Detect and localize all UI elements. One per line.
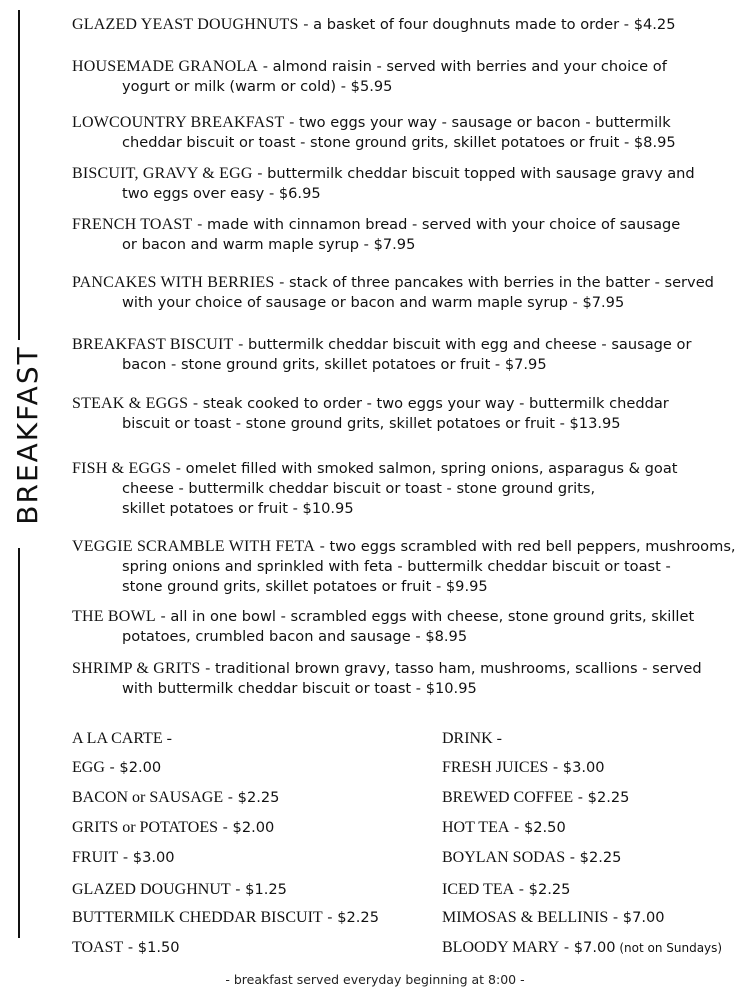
- menu-item-description-continued: or bacon and warm maple syrup - $7.95: [122, 236, 416, 253]
- drink-row: [442, 938, 722, 957]
- menu-item-description-continued: with buttermilk cheddar biscuit or toast - $10.95: [122, 680, 477, 697]
- item-price: - $2.25: [322, 909, 379, 926]
- menu-item-name: STEAK & EGGS: [72, 395, 189, 412]
- menu-item-line: [72, 537, 736, 555]
- menu-item-line: [72, 215, 680, 233]
- menu-item: [72, 163, 748, 204]
- item-name: HOT TEA: [442, 819, 510, 836]
- item-price: - $2.25: [565, 849, 622, 866]
- menu-item-name: BREAKFAST BISCUIT: [72, 336, 234, 353]
- drink-row: [442, 848, 621, 867]
- menu-item-description-continued: yogurt or milk (warm or cold) - $5.95: [122, 78, 393, 95]
- menu-item-description: - all in one bowl - scrambled eggs with cheese, stone ground grits, skillet: [155, 608, 695, 625]
- item-name: EGG: [72, 759, 105, 776]
- item-name: FRESH JUICES: [442, 759, 549, 776]
- a-la-carte-row: [72, 758, 161, 777]
- menu-item-name: GLAZED YEAST DOUGHNUTS: [72, 16, 299, 33]
- item-name: TOAST: [72, 939, 124, 956]
- menu-item-name: SHRIMP & GRITS: [72, 660, 201, 677]
- item-price: - $2.25: [573, 789, 630, 806]
- menu-item-line: [72, 57, 667, 75]
- drink-row: [442, 880, 570, 899]
- item-price: - $2.00: [218, 819, 275, 836]
- drink-row: [442, 908, 665, 927]
- item-price: - $2.50: [509, 819, 566, 836]
- item-name: BLOODY MARY: [442, 939, 560, 956]
- menu-item: [72, 334, 748, 375]
- menu-item: [72, 56, 748, 97]
- menu-item-name: PANCAKES WITH BERRIES: [72, 274, 275, 291]
- menu-item-description-continued: spring onions and sprinkled with feta - buttermilk cheddar biscuit or toast -: [122, 558, 671, 575]
- menu-item-line: [72, 335, 691, 353]
- menu-item-line: [72, 607, 694, 625]
- menu-item: [72, 393, 748, 434]
- menu-item-description: - two eggs scrambled with red bell peppers, mushrooms,: [314, 538, 736, 555]
- menu-item-description-continued: cheese - buttermilk cheddar biscuit or toast - stone ground grits,: [122, 480, 596, 497]
- item-note: (not on Sundays): [615, 941, 723, 955]
- menu-item-description: - traditional brown gravy, tasso ham, mushrooms, scallions - served: [200, 660, 702, 677]
- menu-item-line: [72, 164, 695, 182]
- menu-item-name: BISCUIT, GRAVY & EGG: [72, 165, 253, 182]
- item-price: - $1.25: [230, 881, 287, 898]
- menu-item-name: VEGGIE SCRAMBLE WITH FETA: [72, 538, 315, 555]
- menu-item-line: [72, 659, 702, 677]
- menu-item-description: - stack of three pancakes with berries in the batter - served: [274, 274, 714, 291]
- item-price: - $7.00: [608, 909, 665, 926]
- menu-item-name: THE BOWL: [72, 608, 156, 625]
- side-divider-bottom: [18, 548, 20, 938]
- menu-item-description: - steak cooked to order - two eggs your way - buttermilk cheddar: [188, 395, 669, 412]
- item-price: - $7.00: [559, 939, 616, 956]
- menu-item-line: [72, 113, 671, 131]
- side-divider-top: [18, 10, 20, 340]
- item-name: BUTTERMILK CHEDDAR BISCUIT: [72, 909, 323, 926]
- menu-item-description: - made with cinnamon bread - served with your choice of sausage: [192, 216, 681, 233]
- menu-item-line: [72, 15, 675, 33]
- menu-item-description-continued: skillet potatoes or fruit - $10.95: [122, 500, 354, 517]
- a-la-carte-row: [72, 848, 175, 867]
- item-price: - $3.00: [548, 759, 605, 776]
- menu-item: [72, 214, 748, 255]
- drink-row: [442, 818, 566, 837]
- drink-row: [442, 788, 629, 807]
- a-la-carte-row: [72, 818, 274, 837]
- section-title: BREAKFAST: [11, 345, 44, 525]
- footer-note: - breakfast served everyday beginning at 8:00 -: [225, 972, 525, 987]
- menu-item-description-continued: biscuit or toast - stone ground grits, skillet potatoes or fruit - $13.95: [122, 415, 621, 432]
- menu-item-name: LOWCOUNTRY BREAKFAST: [72, 114, 285, 131]
- menu-item-description: - omelet filled with smoked salmon, spring onions, asparagus & goat: [171, 460, 678, 477]
- item-name: GLAZED DOUGHNUT: [72, 881, 231, 898]
- menu-item-description-continued: bacon - stone ground grits, skillet potatoes or fruit - $7.95: [122, 356, 547, 373]
- menu-item-description-continued: cheddar biscuit or toast - stone ground grits, skillet potatoes or fruit - $8.95: [122, 134, 676, 151]
- menu-item: [72, 458, 748, 519]
- item-price: - $3.00: [118, 849, 175, 866]
- item-price: - $1.50: [123, 939, 180, 956]
- menu-item-line: [72, 459, 677, 477]
- item-name: BOYLAN SODAS: [442, 849, 566, 866]
- menu-item-description-continued: potatoes, crumbled bacon and sausage - $8.95: [122, 628, 468, 645]
- menu-item: [72, 14, 748, 35]
- item-name: FRUIT: [72, 849, 119, 866]
- menu-item-line: [72, 273, 714, 291]
- item-price: - $2.00: [104, 759, 162, 776]
- menu-item-description: - buttermilk cheddar biscuit topped with sausage gravy and: [252, 165, 695, 182]
- menu-item-description: - almond raisin - served with berries and your choice of: [258, 58, 667, 75]
- a-la-carte-row: [72, 880, 287, 899]
- a-la-carte-row: [72, 938, 180, 957]
- item-name: GRITS or POTATOES: [72, 819, 218, 836]
- drink-heading: DRINK -: [442, 730, 502, 747]
- menu-item-description-continued: stone ground grits, skillet potatoes or fruit - $9.95: [122, 578, 488, 595]
- a-la-carte-row: [72, 788, 279, 807]
- a-la-carte-row: [72, 908, 379, 927]
- item-name: ICED TEA: [442, 881, 515, 898]
- menu-item-name: FISH & EGGS: [72, 460, 172, 477]
- item-name: MIMOSAS & BELLINIS: [442, 909, 609, 926]
- item-price: - $2.25: [514, 881, 571, 898]
- menu-item-line: [72, 394, 669, 412]
- menu-item: [72, 112, 748, 153]
- menu-item-description: - a basket of four doughnuts made to order - $4.25: [298, 16, 676, 33]
- menu-item-description-continued: two eggs over easy - $6.95: [122, 185, 321, 202]
- menu-item-description: - buttermilk cheddar biscuit with egg and cheese - sausage or: [233, 336, 692, 353]
- menu-item-name: HOUSEMADE GRANOLA: [72, 58, 259, 75]
- item-price: - $2.25: [223, 789, 280, 806]
- menu-item-description: - two eggs your way - sausage or bacon - buttermilk: [284, 114, 671, 131]
- menu-item: [72, 272, 748, 313]
- item-name: BREWED COFFEE: [442, 789, 574, 806]
- a-la-carte-heading: A LA CARTE -: [72, 730, 172, 747]
- drink-row: [442, 758, 605, 777]
- menu-item: [72, 658, 748, 699]
- menu-item: [72, 606, 748, 647]
- item-name: BACON or SAUSAGE: [72, 789, 224, 806]
- menu-item: [72, 536, 748, 597]
- menu-item-name: FRENCH TOAST: [72, 216, 193, 233]
- menu-item-description-continued: with your choice of sausage or bacon and warm maple syrup - $7.95: [122, 294, 625, 311]
